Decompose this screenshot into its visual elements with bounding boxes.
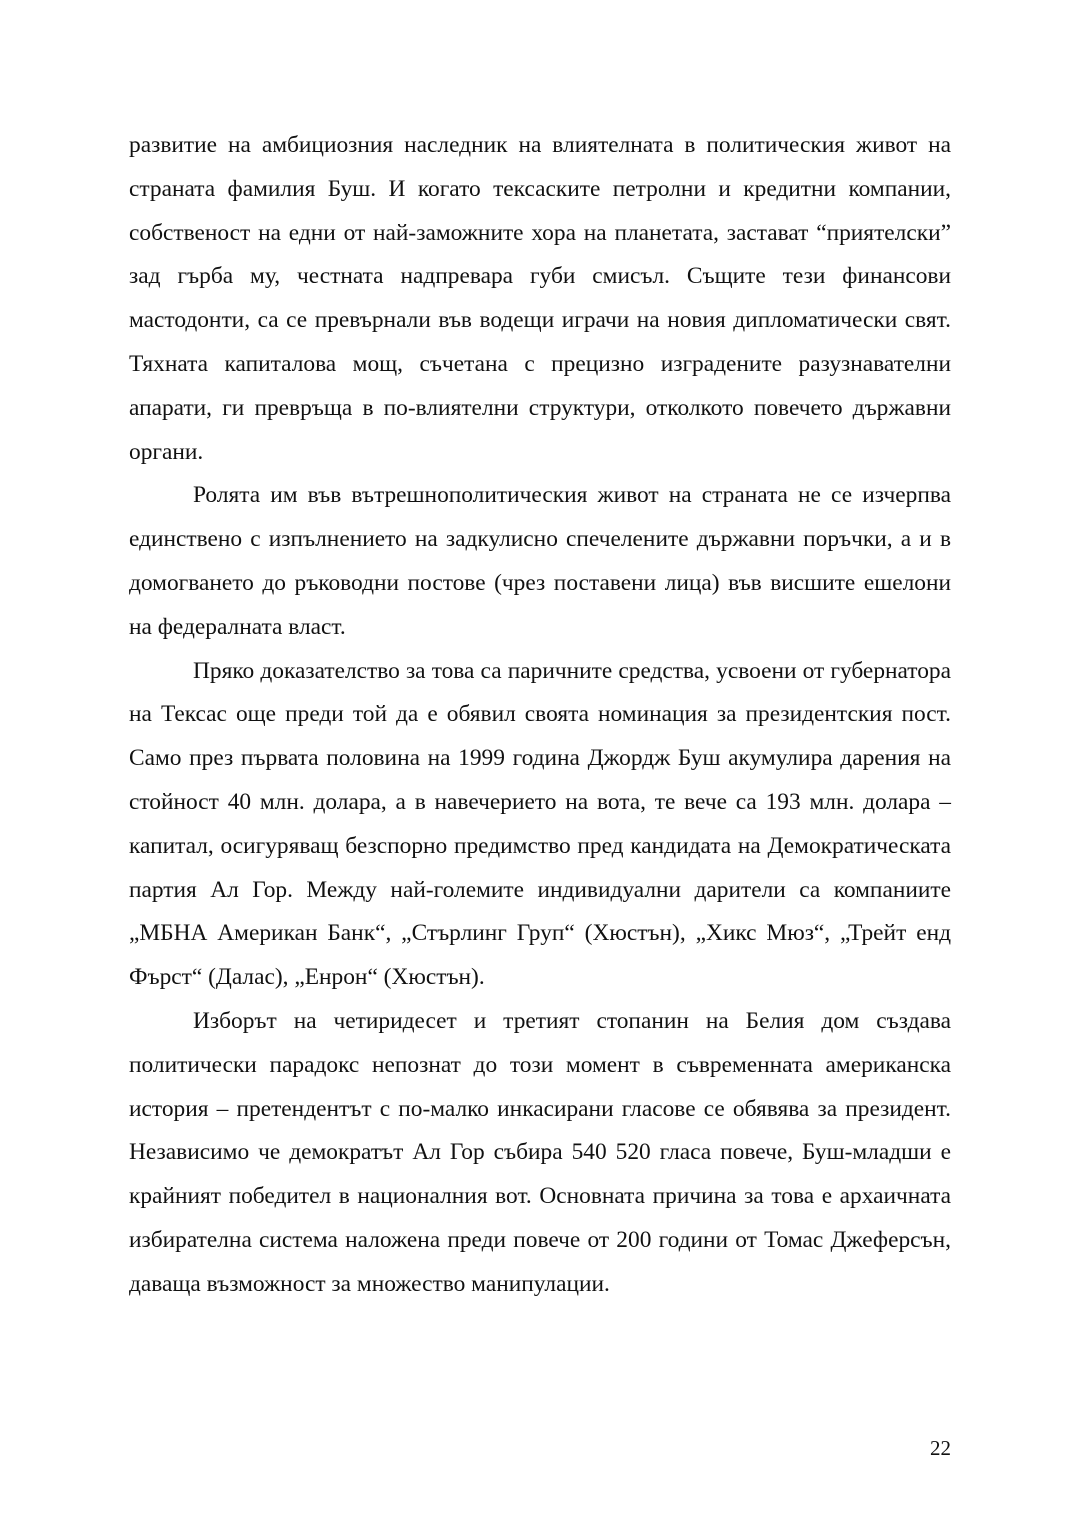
paragraph-role: Ролята им във вътрешнополитическия живот на страната не се изчерпва единствено с изпълнението на задкулисно спечелените държавни поръчки, а и в домогването до ръководни постове (чрез поставени лица) във висшите ешелони на федералната власт. — [129, 482, 951, 640]
body-text — [129, 124, 951, 1307]
paragraph-continued: развитие на амбициозния наследник на влиятелната в политическия живот на страната фамилия Буш. И когато тексаските петролни и кредитни компании, собственост на едни от най-заможните хора на планетата, застават “приятелски” зад гърба му, честната надпревара губи смисъл. Същите тези финансови мастодонти, са се превърнали във водещи играчи на новия дипломатически свят. Тяхната капиталова мощ, съчетана с прецизно изградените разузнавателни апарати, ги превръща в по-влиятелни структури, отколкото повечето държавни органи. — [129, 132, 951, 465]
paragraph-evidence: Пряко доказателство за това са паричните средства, усвоени от губернатора на Тексас още преди той да е обявил своята номинация за президентския пост. Само през първата половина на 1999 година Джордж Буш акумулира дарения на стойност 40 млн. долара, а в навечерието на вота, те вече са 193 млн. долара – капитал, осигуряващ безспорно предимство пред кандидата на Демократическата партия Ал Гор. Между най-големите индивидуални дарители са компаниите „МБНА Американ Банк“, „Стърлинг Груп“ (Хюстън), „Хикс Мюз“, „Трейт енд Фърст“ (Далас), „Енрон“ (Хюстън). — [129, 657, 951, 991]
paragraph-election: Изборът на четиридесет и третият стопанин на Белия дом създава политически парадокс непознат до този момент в съвременната американска история – претендентът с по-малко инкасирани гласове се обявява за президент. Независимо че демократът Ал Гор събира 540 520 гласа повече, Буш-младши е крайният победител в националния вот. Основната причина за това е архаичната избирателна система наложена преди повече от 200 години от Томас Джеферсън, даваща възможност за множество манипулации. — [129, 1007, 951, 1297]
page-number: 22 — [930, 1436, 951, 1460]
